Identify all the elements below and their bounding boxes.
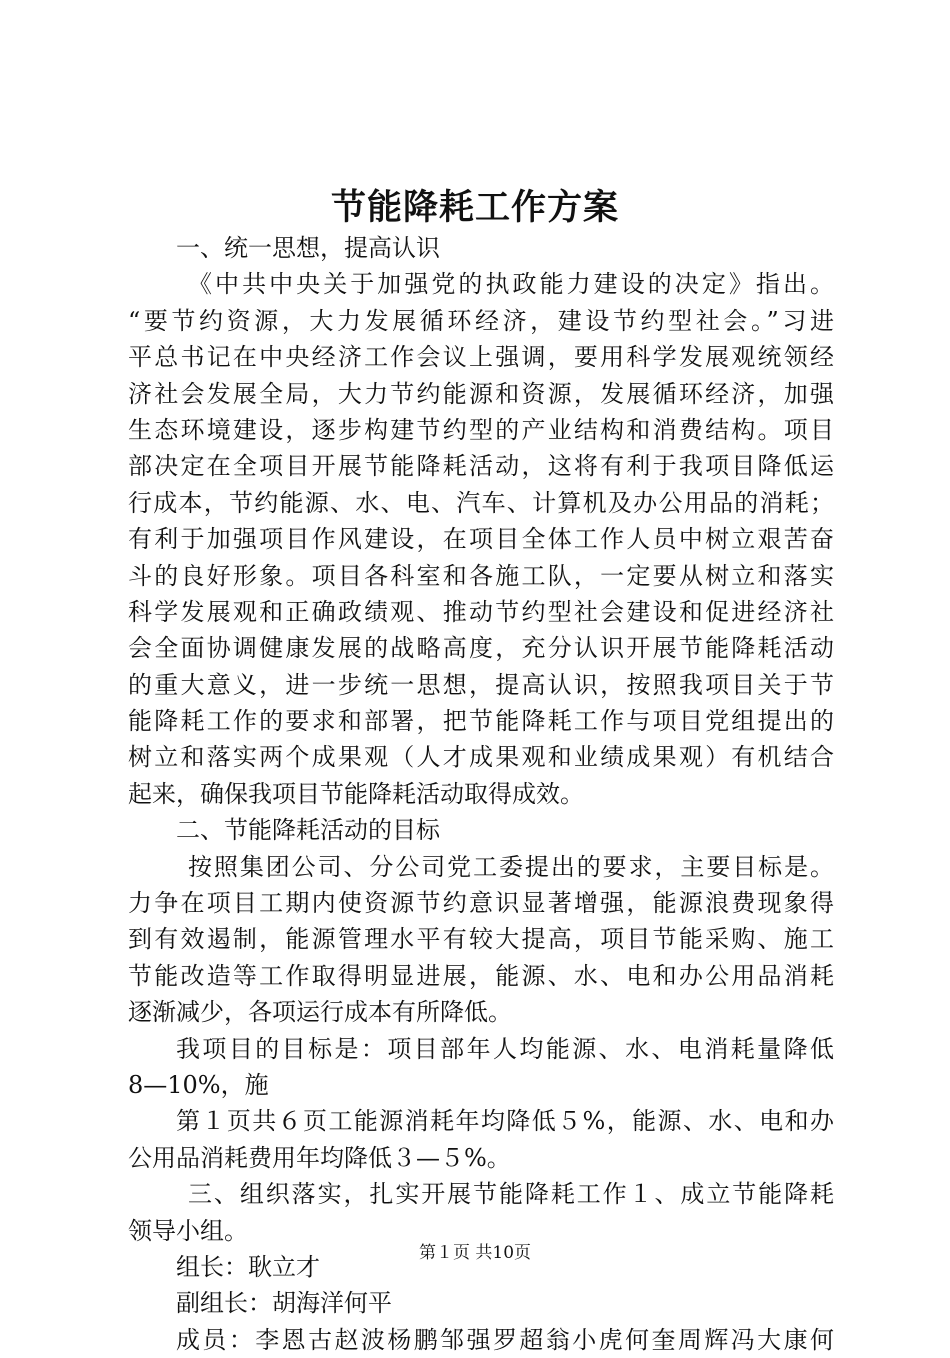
text-line: 节能改造等工作取得明显进展，能源、水、电和办公用品消耗 [128, 961, 834, 990]
text-line: 副组长：胡海洋何平 [176, 1289, 392, 1318]
text-line: 《中共中央关于加强党的执政能力建设的决定》指出。 [188, 270, 834, 299]
text-line: 树立和落实两个成果观（人才成果观和业绩成果观）有机结合 [128, 743, 834, 772]
text-line: 力争在项目工期内使资源节约意识显著增强，能源浪费现象得 [128, 889, 834, 918]
text-line: 平总书记在中央经济工作会议上强调，要用科学发展观统领经 [128, 343, 834, 372]
text-line: 我项目的目标是：项目部年人均能源、水、电消耗量降低 [176, 1034, 834, 1063]
text-line: 济社会发展全局，大力节约能源和资源，发展循环经济，加强 [128, 379, 834, 408]
text-line: 起来，确保我项目节能降耗活动取得成效。 [128, 779, 584, 808]
text-line: 成员：李恩古赵波杨鹏邹强罗超翁小虎何奎周辉冯大康何 [176, 1325, 834, 1354]
text-line: 到有效遏制，能源管理水平有较大提高，项目节能采购、施工 [128, 925, 834, 954]
text-line: 部决定在全项目开展节能降耗活动，这将有利于我项目降低运 [128, 452, 834, 481]
text-line: 二、节能降耗活动的目标 [176, 816, 440, 845]
text-line: 按照集团公司、分公司党工委提出的要求，主要目标是。 [188, 852, 834, 881]
text-line: 公用品消耗费用年均降低３—５%。 [128, 1143, 511, 1172]
text-line: 斗的良好形象。项目各科室和各施工队，一定要从树立和落实 [128, 561, 834, 590]
text-line: 能降耗工作的要求和部署，把节能降耗工作与项目党组提出的 [128, 707, 834, 736]
text-line: 生态环境建设，逐步构建节约型的产业结构和消费结构。项目 [128, 415, 834, 444]
text-line: 一、统一思想，提高认识 [176, 234, 440, 262]
text-line: 有利于加强项目作风建设，在项目全体工作人员中树立艰苦奋 [128, 525, 834, 554]
text-line: 组长：耿立才 [176, 1252, 320, 1281]
text-line: “要节约资源，大力发展循环经济，建设节约型社会。”习进 [128, 306, 834, 335]
text-line: 会全面协调健康发展的战略高度，充分认识开展节能降耗活动 [128, 634, 834, 663]
text-line: 领导小组。 [128, 1216, 248, 1245]
text-line: 三、组织落实，扎实开展节能降耗工作１、成立节能降耗 [188, 1180, 834, 1209]
text-line: 科学发展观和正确政绩观、推动节约型社会建设和促进经济社 [128, 597, 834, 626]
document-title: 节能降耗工作方案 [330, 187, 619, 228]
text-line: 8—10%，施 [128, 1070, 269, 1099]
text-line: 行成本，节约能源、水、电、汽车、计算机及办公用品的消耗； [128, 488, 834, 517]
document-body [128, 230, 834, 1358]
text-line: 的重大意义，进一步统一思想，提高认识，按照我项目关于节 [128, 670, 834, 699]
text-line: 逐渐减少，各项运行成本有所降低。 [128, 998, 512, 1027]
page-footer: 第１页 共10页 [418, 1243, 532, 1263]
text-line: 第１页共６页工能源消耗年均降低５%，能源、水、电和办 [176, 1107, 834, 1136]
